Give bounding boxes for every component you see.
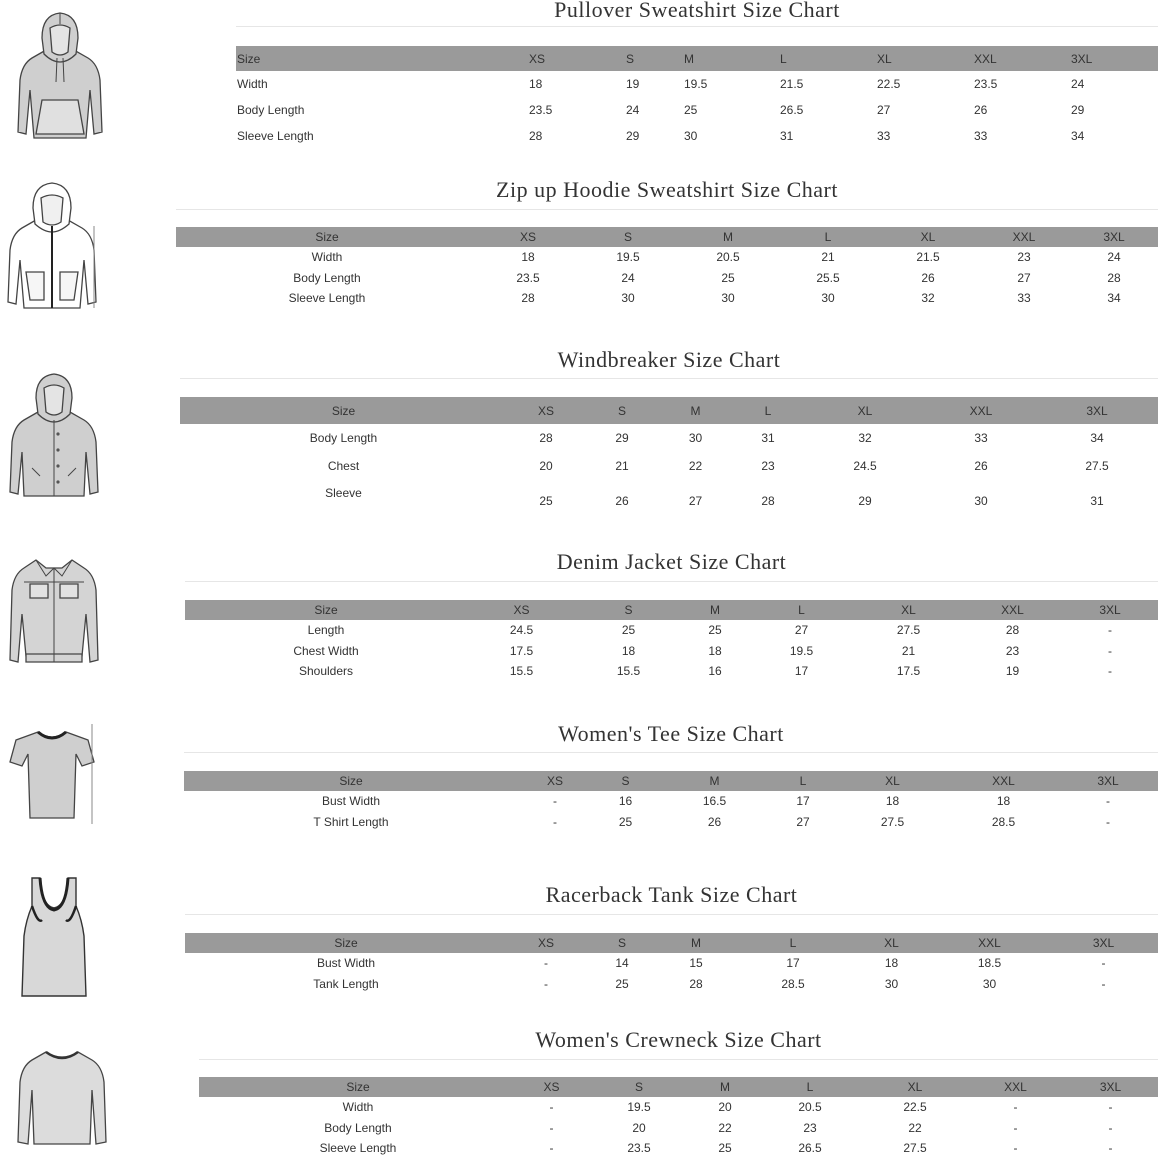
table-cell: 20.5 bbox=[798, 1100, 822, 1115]
pullover-size-table bbox=[236, 46, 1158, 149]
table-cell: 33 bbox=[1017, 291, 1031, 306]
womens-crewneck-size-table bbox=[199, 1077, 1158, 1159]
table-cell: 26 bbox=[921, 270, 935, 285]
table-cell: 29 bbox=[858, 494, 872, 508]
table-header-row bbox=[176, 227, 1158, 247]
table-cell: - bbox=[1106, 814, 1110, 829]
table-cell: 30 bbox=[821, 291, 835, 306]
pullover-hoodie-icon bbox=[12, 10, 108, 140]
table-cell: 18.5 bbox=[977, 956, 1002, 971]
table-cell: 26.5 bbox=[780, 103, 804, 117]
table-cell: - bbox=[553, 794, 557, 809]
table-cell: 20 bbox=[632, 1120, 646, 1135]
chart-title: Women's Tee Size Chart bbox=[558, 721, 784, 746]
title-divider bbox=[184, 752, 1158, 753]
table-cell: 32 bbox=[921, 291, 935, 306]
table-cell: 25 bbox=[539, 494, 553, 508]
table-row bbox=[184, 812, 1158, 833]
row-label: Width bbox=[342, 1100, 374, 1115]
chart-title: Pullover Sweatshirt Size Chart bbox=[554, 0, 840, 22]
row-label: Body Length bbox=[293, 270, 361, 285]
table-cell: 27 bbox=[877, 103, 891, 117]
table-cell: 28 bbox=[539, 431, 553, 445]
table-cell: 28 bbox=[689, 976, 703, 991]
row-label: Length bbox=[307, 623, 345, 638]
table-cell: - bbox=[1108, 623, 1112, 638]
title-divider bbox=[236, 26, 1158, 27]
row-label: Shoulders bbox=[298, 664, 354, 679]
table-cell: 18 bbox=[621, 643, 636, 658]
table-cell: - bbox=[1108, 664, 1112, 679]
table-cell: 27 bbox=[794, 623, 809, 638]
table-cell: 28 bbox=[529, 129, 543, 143]
header-cell: M bbox=[692, 1077, 758, 1097]
table-row bbox=[185, 974, 1158, 995]
header-cell: XS bbox=[478, 227, 578, 247]
denim-jacket-size-table bbox=[185, 600, 1158, 682]
header-cell: S bbox=[592, 771, 659, 791]
table-cell: 28.5 bbox=[991, 814, 1016, 829]
header-cell: XXL bbox=[926, 397, 1036, 424]
header-cell: M bbox=[659, 933, 733, 953]
table-row bbox=[180, 452, 1158, 480]
table-cell: 26.5 bbox=[798, 1141, 822, 1156]
header-cell: XL bbox=[878, 227, 978, 247]
header-cell: L bbox=[733, 933, 853, 953]
table-row bbox=[176, 247, 1158, 268]
table-cell: 21 bbox=[615, 459, 629, 473]
header-cell: XS bbox=[507, 397, 585, 424]
table-cell: - bbox=[1108, 643, 1112, 658]
table-row bbox=[236, 123, 1158, 149]
header-cell: XL bbox=[836, 771, 949, 791]
header-cell: XL bbox=[853, 933, 930, 953]
table-cell: 18 bbox=[996, 794, 1011, 809]
table-cell: - bbox=[1101, 956, 1106, 971]
table-row bbox=[184, 791, 1158, 812]
row-label: Tank Length bbox=[313, 976, 379, 991]
table-cell: 24 bbox=[1071, 77, 1085, 91]
table-cell: 23 bbox=[1005, 643, 1020, 658]
header-cell: XXL bbox=[978, 227, 1070, 247]
table-cell: 26 bbox=[974, 459, 988, 473]
table-cell: 17 bbox=[796, 794, 810, 809]
header-cell: XXL bbox=[949, 771, 1058, 791]
table-cell: 20.5 bbox=[716, 250, 740, 265]
table-cell: 21 bbox=[821, 250, 835, 265]
table-header-row bbox=[185, 933, 1158, 953]
table-cell: 27 bbox=[1017, 270, 1031, 285]
table-cell: 30 bbox=[621, 291, 635, 306]
header-cell: S bbox=[585, 397, 659, 424]
table-cell: - bbox=[1013, 1141, 1018, 1156]
table-cell: - bbox=[1013, 1120, 1018, 1135]
table-cell: 22.5 bbox=[877, 77, 901, 91]
header-cell: M bbox=[678, 227, 778, 247]
table-cell: 25 bbox=[618, 814, 633, 829]
header-cell: M bbox=[659, 771, 770, 791]
table-row bbox=[236, 97, 1158, 123]
table-cell: 26 bbox=[615, 494, 629, 508]
racerback-tank-size-table bbox=[185, 933, 1158, 994]
header-cell: XXL bbox=[930, 933, 1049, 953]
crewneck-sweatshirt-icon bbox=[14, 1046, 110, 1150]
table-cell: 22 bbox=[718, 1120, 732, 1135]
racerback-tank-icon bbox=[16, 876, 92, 1000]
row-label: Chest Width bbox=[293, 643, 359, 658]
table-cell: 19 bbox=[1005, 664, 1020, 679]
header-cell: XL bbox=[854, 600, 963, 620]
table-cell: 21.5 bbox=[916, 250, 940, 265]
denim-jacket-icon bbox=[6, 554, 102, 668]
table-row bbox=[180, 480, 1158, 522]
row-label: Sleeve bbox=[325, 486, 362, 500]
table-cell: 14 bbox=[615, 956, 629, 971]
table-cell: 32 bbox=[858, 431, 872, 445]
table-cell: - bbox=[1013, 1100, 1018, 1115]
header-cell: XXL bbox=[968, 1077, 1063, 1097]
table-row bbox=[180, 424, 1158, 452]
table-cell: 28.5 bbox=[781, 976, 805, 991]
table-cell: 15.5 bbox=[616, 664, 641, 679]
table-cell: - bbox=[549, 1100, 554, 1115]
table-cell: 27.5 bbox=[903, 1141, 927, 1156]
table-cell: - bbox=[1108, 1120, 1113, 1135]
table-header-row bbox=[185, 600, 1158, 620]
chart-title: Racerback Tank Size Chart bbox=[545, 882, 798, 907]
table-row bbox=[199, 1138, 1158, 1159]
table-cell: 24 bbox=[621, 270, 635, 285]
table-cell: 30 bbox=[884, 976, 899, 991]
table-cell: 34 bbox=[1071, 129, 1085, 143]
header-cell: 3XL bbox=[1058, 771, 1158, 791]
table-cell: 18 bbox=[884, 956, 899, 971]
table-cell: 18 bbox=[529, 77, 543, 91]
table-cell: 19.5 bbox=[627, 1100, 651, 1115]
header-cell: S bbox=[585, 933, 659, 953]
table-cell: 31 bbox=[761, 431, 775, 445]
table-cell: 31 bbox=[1090, 494, 1104, 508]
table-cell: - bbox=[1108, 1141, 1113, 1156]
table-row bbox=[199, 1097, 1158, 1118]
header-cell: Size bbox=[176, 227, 478, 247]
header-cell: M bbox=[659, 397, 732, 424]
header-cell: 3XL bbox=[1063, 1077, 1158, 1097]
table-cell: 26 bbox=[707, 814, 722, 829]
table-cell: 29 bbox=[626, 129, 640, 143]
table-cell: 28 bbox=[521, 291, 535, 306]
table-row bbox=[185, 620, 1158, 641]
table-cell: 28 bbox=[1107, 270, 1121, 285]
row-label: Body Length bbox=[309, 431, 378, 445]
table-cell: 24 bbox=[626, 103, 640, 117]
header-cell: XL bbox=[862, 1077, 968, 1097]
title-divider bbox=[185, 581, 1158, 582]
table-cell: 16.5 bbox=[702, 794, 727, 809]
table-cell: 18 bbox=[521, 250, 535, 265]
table-cell: 16 bbox=[708, 664, 722, 679]
table-cell: 30 bbox=[721, 291, 735, 306]
header-cell: 3XL bbox=[1062, 600, 1158, 620]
header-cell: L bbox=[779, 46, 876, 71]
header-cell: XL bbox=[804, 397, 926, 424]
table-cell: 25 bbox=[615, 976, 629, 991]
row-label: Sleeve Length bbox=[237, 129, 314, 143]
table-header-row bbox=[199, 1077, 1158, 1097]
header-cell: XS bbox=[528, 46, 625, 71]
table-cell: 21 bbox=[901, 643, 916, 658]
chart-title: Zip up Hoodie Sweatshirt Size Chart bbox=[496, 177, 838, 202]
table-cell: 15 bbox=[689, 956, 703, 971]
header-cell: S bbox=[625, 46, 683, 71]
table-cell: 34 bbox=[1107, 291, 1121, 306]
table-cell: 28 bbox=[1005, 623, 1020, 638]
header-cell: L bbox=[770, 771, 836, 791]
table-cell: 24 bbox=[1107, 250, 1121, 265]
title-divider bbox=[180, 378, 1158, 379]
header-cell: Size bbox=[199, 1077, 517, 1097]
windbreaker-size-table bbox=[180, 397, 1158, 522]
table-cell: 25 bbox=[684, 103, 698, 117]
table-cell: - bbox=[1108, 1100, 1113, 1115]
table-cell: - bbox=[549, 1120, 554, 1135]
row-label: Body Length bbox=[324, 1120, 392, 1135]
table-row bbox=[185, 953, 1158, 974]
table-cell: 15.5 bbox=[509, 664, 534, 679]
table-cell: 24.5 bbox=[509, 623, 534, 638]
table-cell: 29 bbox=[615, 431, 629, 445]
table-cell: 17 bbox=[794, 664, 809, 679]
table-header-row bbox=[236, 46, 1158, 71]
table-cell: 27 bbox=[688, 494, 703, 508]
row-label: Width bbox=[237, 77, 268, 91]
header-cell: XS bbox=[517, 1077, 586, 1097]
table-cell: 17.5 bbox=[896, 664, 921, 679]
table-cell: - bbox=[553, 814, 557, 829]
table-cell: - bbox=[544, 956, 548, 971]
header-cell: XXL bbox=[973, 46, 1070, 71]
row-label: Sleeve Length bbox=[288, 291, 366, 306]
header-cell: Size bbox=[185, 933, 507, 953]
title-divider bbox=[199, 1059, 1158, 1060]
table-row bbox=[176, 288, 1158, 309]
header-cell: S bbox=[576, 600, 681, 620]
header-cell: XS bbox=[518, 771, 592, 791]
table-cell: 33 bbox=[877, 129, 891, 143]
row-label: Chest bbox=[327, 459, 360, 473]
table-cell: 21.5 bbox=[780, 77, 804, 91]
row-label: Width bbox=[311, 250, 343, 265]
table-header-row bbox=[184, 771, 1158, 791]
table-cell: 19.5 bbox=[684, 77, 708, 91]
table-cell: 20 bbox=[718, 1100, 732, 1115]
table-cell: 27 bbox=[796, 814, 810, 829]
header-cell: 3XL bbox=[1070, 46, 1158, 71]
table-cell: 17 bbox=[786, 956, 800, 971]
table-cell: 30 bbox=[974, 494, 988, 508]
row-label: T Shirt Length bbox=[313, 814, 389, 829]
title-divider bbox=[185, 914, 1158, 915]
table-cell: 30 bbox=[688, 431, 703, 445]
table-row bbox=[185, 641, 1158, 662]
table-cell: - bbox=[544, 976, 548, 991]
table-cell: 27.5 bbox=[1085, 459, 1109, 473]
row-label: Bust Width bbox=[316, 956, 376, 971]
womens-tee-size-table bbox=[184, 771, 1158, 832]
table-cell: 16 bbox=[618, 794, 633, 809]
table-cell: 30 bbox=[982, 976, 997, 991]
windbreaker-icon bbox=[6, 372, 102, 500]
header-cell: L bbox=[749, 600, 854, 620]
row-label: Body Length bbox=[237, 103, 305, 117]
table-cell: 27.5 bbox=[896, 623, 921, 638]
table-row bbox=[176, 268, 1158, 289]
header-cell: S bbox=[578, 227, 678, 247]
table-cell: 23 bbox=[1017, 250, 1031, 265]
header-cell: S bbox=[586, 1077, 692, 1097]
title-divider bbox=[176, 209, 1158, 210]
row-label: Sleeve Length bbox=[319, 1141, 397, 1156]
chart-title: Denim Jacket Size Chart bbox=[556, 549, 787, 574]
header-cell: XXL bbox=[963, 600, 1062, 620]
table-cell: 23 bbox=[761, 459, 775, 473]
table-cell: 25 bbox=[621, 623, 636, 638]
header-cell: Size bbox=[236, 46, 528, 71]
zip-hoodie-icon bbox=[4, 180, 100, 310]
table-cell: 29 bbox=[1071, 103, 1085, 117]
table-row bbox=[236, 71, 1158, 97]
table-cell: 19.5 bbox=[616, 250, 640, 265]
header-cell: XS bbox=[507, 933, 585, 953]
table-row bbox=[199, 1118, 1158, 1139]
table-cell: 23 bbox=[803, 1120, 817, 1135]
header-cell: L bbox=[732, 397, 804, 424]
table-cell: - bbox=[1101, 976, 1106, 991]
table-row bbox=[185, 661, 1158, 682]
header-cell: M bbox=[681, 600, 749, 620]
table-cell: 23.5 bbox=[627, 1141, 651, 1156]
header-cell: Size bbox=[185, 600, 467, 620]
table-cell: 25.5 bbox=[816, 270, 840, 285]
table-cell: 25 bbox=[721, 270, 735, 285]
womens-tee-icon bbox=[8, 724, 96, 824]
chart-title: Women's Crewneck Size Chart bbox=[535, 1027, 822, 1052]
table-cell: 26 bbox=[974, 103, 988, 117]
table-cell: 31 bbox=[780, 129, 794, 143]
table-cell: 20 bbox=[539, 459, 553, 473]
table-cell: 22.5 bbox=[903, 1100, 927, 1115]
table-cell: 25 bbox=[708, 623, 722, 638]
header-cell: L bbox=[778, 227, 878, 247]
table-cell: 27.5 bbox=[880, 814, 905, 829]
table-cell: 24.5 bbox=[853, 459, 877, 473]
header-cell: Size bbox=[184, 771, 518, 791]
table-cell: 33 bbox=[974, 129, 988, 143]
table-cell: 19.5 bbox=[789, 643, 814, 658]
table-cell: 23.5 bbox=[516, 270, 540, 285]
table-header-row bbox=[180, 397, 1158, 424]
table-cell: 28 bbox=[761, 494, 775, 508]
table-cell: 23.5 bbox=[529, 103, 553, 117]
header-cell: L bbox=[758, 1077, 862, 1097]
chart-title: Windbreaker Size Chart bbox=[557, 347, 781, 372]
table-cell: - bbox=[549, 1141, 554, 1156]
table-cell: 22 bbox=[908, 1120, 922, 1135]
table-cell: 30 bbox=[684, 129, 698, 143]
table-cell: 34 bbox=[1090, 431, 1104, 445]
header-cell: 3XL bbox=[1070, 227, 1158, 247]
table-cell: 17.5 bbox=[509, 643, 534, 658]
row-label: Bust Width bbox=[321, 794, 381, 809]
table-cell: 23.5 bbox=[974, 77, 998, 91]
table-cell: - bbox=[1106, 794, 1110, 809]
table-cell: 19 bbox=[626, 77, 640, 91]
header-cell: M bbox=[683, 46, 779, 71]
table-cell: 33 bbox=[974, 431, 988, 445]
header-cell: Size bbox=[180, 397, 507, 424]
table-cell: 18 bbox=[885, 794, 900, 809]
table-cell: 25 bbox=[718, 1141, 732, 1156]
header-cell: XS bbox=[467, 600, 576, 620]
header-cell: 3XL bbox=[1049, 933, 1158, 953]
table-cell: 22 bbox=[688, 459, 703, 473]
header-cell: XL bbox=[876, 46, 973, 71]
header-cell: 3XL bbox=[1036, 397, 1158, 424]
table-cell: 18 bbox=[708, 643, 722, 658]
zip-hoodie-size-table bbox=[176, 227, 1158, 309]
